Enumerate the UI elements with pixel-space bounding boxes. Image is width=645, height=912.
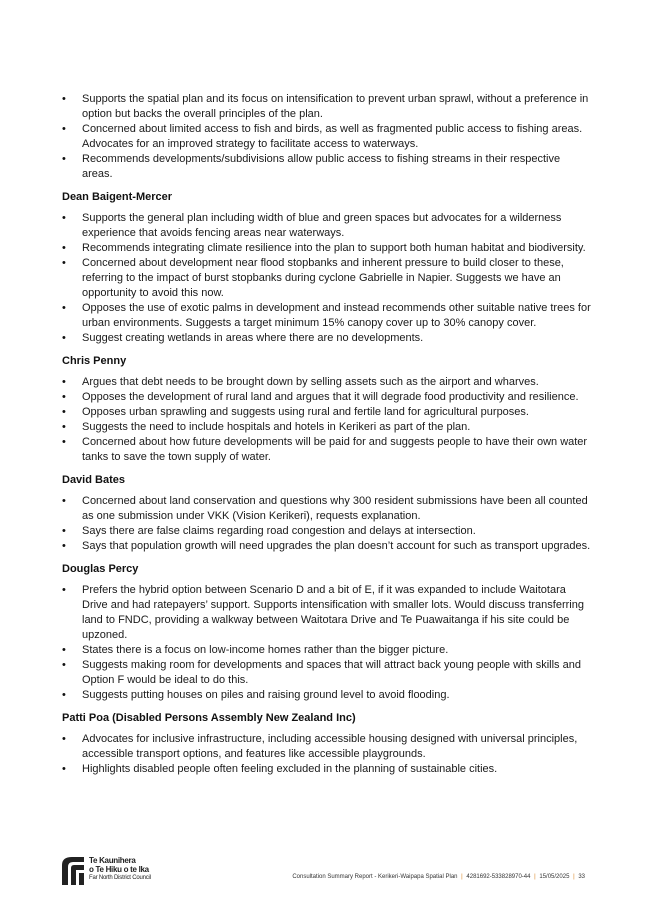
section-patti-poa <box>62 711 592 777</box>
section-douglas-percy <box>62 562 592 703</box>
list-item: • Concerned about land conservation and questions why 300 resident submissions have been all counted as one submission under VKK (Vision Kerikeri), requests explanation. <box>62 494 592 524</box>
section-heading: Patti Poa (Disabled Persons Assembly New Zealand Inc) <box>62 712 356 724</box>
list-item: • Suggests the need to include hospitals and hotels in Kerikeri as part of the plan. <box>62 420 592 435</box>
council-logo-icon <box>60 855 86 887</box>
section-chris-penny <box>62 354 592 465</box>
bullet-list <box>62 583 592 703</box>
footer-separator: | <box>573 874 575 880</box>
list-item: • Prefers the hybrid option between Scenario D and a bit of E, if it was expanded to include Waitotara Drive and had ratepayers’ support. Supports intensification with smaller lots. Would discuss transferring land to FNDC, providing a walkway between Waitotara Drive and Te Puawaitanga if his site could be upzoned. <box>62 583 592 643</box>
list-item: • Recommends integrating climate resilience into the plan to support both human habitat and biodiversity. <box>62 241 592 256</box>
list-item: • Argues that debt needs to be brought down by selling assets such as the airport and wharves. <box>62 375 592 390</box>
section-heading: Dean Baigent-Mercer <box>62 191 173 203</box>
list-item: • Says there are false claims regarding road congestion and delays at intersection. <box>62 524 592 539</box>
section-heading: David Bates <box>62 474 125 486</box>
bullet-list <box>62 494 592 554</box>
intro-bullet-list <box>62 92 592 182</box>
list-item: • Supports the spatial plan and its focus on intensification to prevent urban sprawl, without a preference in option but backs the overall principles of the plan. <box>62 92 592 122</box>
section-heading: Chris Penny <box>62 355 127 367</box>
list-item: • States there is a focus on low-income homes rather than the bigger picture. <box>62 643 592 658</box>
list-item: • Opposes urban sprawling and suggests using rural and fertile land for agricultural purposes. <box>62 405 592 420</box>
list-item: • Suggest creating wetlands in areas where there are no developments. <box>62 331 592 346</box>
bullet-list <box>62 375 592 465</box>
footer-separator: | <box>534 874 536 880</box>
list-item: • Concerned about development near flood stopbanks and inherent pressure to build closer to these, referring to the impact of burst stopbanks during cyclone Gabrielle in Napier. Suggests we have an opportunity to avoid this now. <box>62 256 592 301</box>
footer-date: 15/05/2025 <box>539 874 570 880</box>
footer-separator: | <box>461 874 463 880</box>
section-david-bates <box>62 473 592 554</box>
council-logo-text <box>89 856 151 882</box>
list-item: • Opposes the use of exotic palms in development and instead recommends other suitable native trees for urban environments. Suggests a target minimum 15% canopy cover up to 30% canopy cover. <box>62 301 592 331</box>
list-item: • Recommends developments/subdivisions allow public access to fishing streams in their respective areas. <box>62 152 592 182</box>
list-item: • Advocates for inclusive infrastructure, including accessible housing designed with universal principles, accessible transport options, and features like accessible playgrounds. <box>62 732 592 762</box>
report-body <box>62 92 592 777</box>
list-item: • Suggests making room for developments and spaces that will attract back young people with skills and Option F would be ideal to do this. <box>62 658 592 688</box>
section-dean-baigent-mercer <box>62 190 592 346</box>
list-item: • Says that population growth will need upgrades the plan doesn’t account for such as transport upgrades. <box>62 539 592 554</box>
council-logo <box>60 855 151 887</box>
list-item: • Opposes the development of rural land and argues that it will degrade food productivity and resilience. <box>62 390 592 405</box>
list-item: • Concerned about limited access to fish and birds, as well as fragmented public access to fishing areas. Advocates for an improved strategy to facilitate access to waterways. <box>62 122 592 152</box>
logo-line-2: o Te Hiku o te Ika <box>89 865 149 874</box>
logo-line-1: Te Kaunihera <box>89 856 136 865</box>
bullet-list <box>62 732 592 777</box>
footer-doc-id: 4281692-533828970-44 <box>466 874 531 880</box>
list-item: • Highlights disabled people often feeling excluded in the planning of sustainable cities. <box>62 762 592 777</box>
bullet-list <box>62 211 592 346</box>
logo-line-3: Far North District Council <box>89 875 151 881</box>
footer-doc-title: Consultation Summary Report - Kerikeri-Waipapa Spatial Plan <box>292 874 458 880</box>
page-footer <box>60 855 585 891</box>
list-item: • Concerned about how future developments will be paid for and suggests people to have their own water tanks to save the town supply of water. <box>62 435 592 465</box>
page-number: 33 <box>578 874 585 880</box>
list-item: • Supports the general plan including width of blue and green spaces but advocates for a wilderness experience that avoids fencing areas near waterways. <box>62 211 592 241</box>
footer-reference <box>292 873 585 881</box>
section-heading: Douglas Percy <box>62 563 139 575</box>
list-item: • Suggests putting houses on piles and raising ground level to avoid flooding. <box>62 688 592 703</box>
